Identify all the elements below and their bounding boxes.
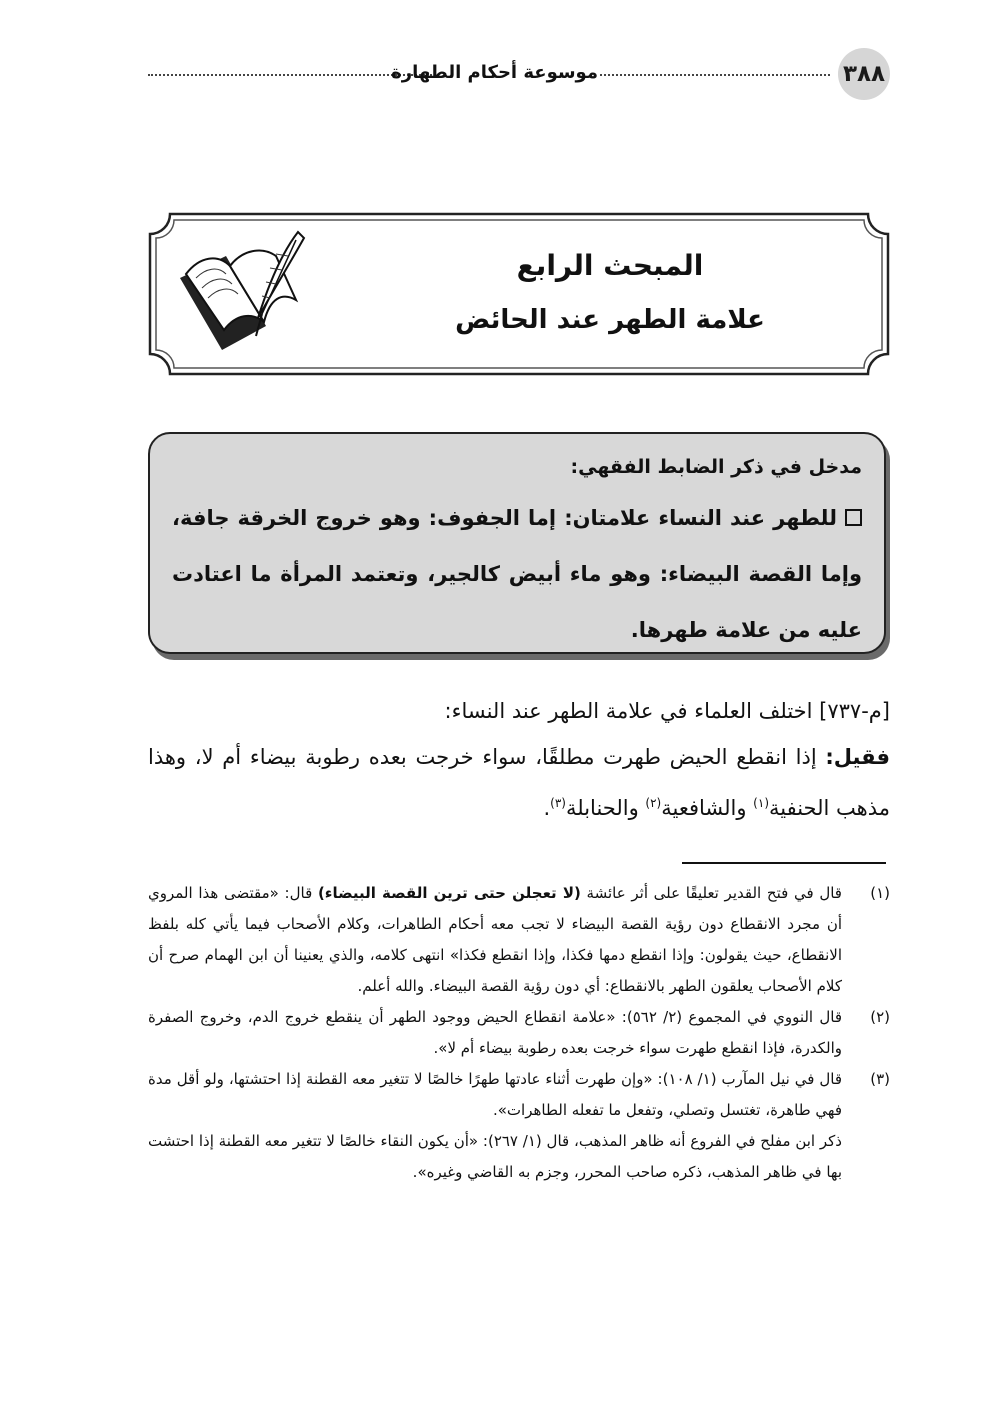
maxim-text: للطهر عند النساء علامتان: إما الجفوف: وهو خروج الخرقة جافة، وإما القصة البيضاء: وهو ماء أبيض كالجير، وتعتمد المرأة ما اعتادت عليه من علامة طهرها. bbox=[172, 506, 862, 642]
body-text bbox=[148, 688, 890, 831]
maxim-text-block bbox=[172, 490, 862, 658]
footnote-ref-1[interactable]: (١) bbox=[753, 796, 769, 810]
header-dotted-leader-right bbox=[600, 74, 830, 76]
chapter-heading-block bbox=[330, 212, 890, 376]
opinion-lead: فقيل: bbox=[825, 745, 890, 769]
chapter-title-frame bbox=[148, 212, 890, 376]
header-dotted-leader-left bbox=[148, 74, 432, 76]
footnotes bbox=[148, 878, 890, 1188]
fiqh-maxim-box bbox=[148, 432, 886, 654]
chapter-title: علامة الطهر عند الحائض bbox=[455, 305, 765, 335]
footnote-text: قال في نيل المآرب (١/ ١٠٨): «وإن طهرت أثناء عادتها طهرًا خالصًا لا تتغير معه القطنة إذا احتشتها، ولو أقل مدة فهي طاهرة، تغتسل وتصلي، وتفعل ما تفعله الطاهرات». ذكر ابن مفلح في الفروع أنه ظاهر المذهب، قال (١/ ٢٦٧): «أن يكون النقاء خالصًا لا تتغير معه القطنة إذا احتشت بها في ظاهر المذهب، ذكره صاحب المحرر، وجزم به القاضي وغيره». bbox=[148, 1064, 842, 1188]
open-book-with-quill-icon bbox=[166, 226, 316, 356]
footnote-separator bbox=[682, 862, 886, 864]
footnote-text: قال النووي في المجموع (٢/ ٥٦٢): «علامة انقطاع الحيض ووجود الطهر أن ينقطع خروج الدم، وخروج الصفرة والكدرة، فإذا انقطع طهرت سواء خرجت بعده رطوبة بيضاء أم لا». bbox=[148, 1008, 842, 1057]
footnote-ref-3[interactable]: (٣) bbox=[550, 796, 566, 810]
running-header bbox=[148, 44, 890, 102]
footnote-number: (٣) bbox=[870, 1070, 890, 1088]
footnote-2 bbox=[148, 1002, 890, 1064]
book-title: موسوعة أحكام الطهارة bbox=[391, 62, 598, 83]
footnote-continuation: ذكر ابن مفلح في الفروع أنه ظاهر المذهب، قال (١/ ٢٦٧): «أن يكون النقاء خالصًا لا تتغير معه القطنة إذا احتشت بها في ظاهر المذهب، ذكره صاحب المحرر، وجزم به القاضي وغيره». bbox=[148, 1132, 842, 1181]
footnote-1 bbox=[148, 878, 890, 1002]
footnote-number: (٢) bbox=[870, 1008, 890, 1026]
footnote-ref-2[interactable]: (٢) bbox=[645, 796, 662, 810]
footnote-text: قال في فتح القدير تعليقًا على أثر عائشة (لا تعجلن حتى ترين القصة البيضاء) قال: «مقتضى هذا المروي أن مجرد الانقطاع دون رؤية القصة البيضاء لا تجب معه أحكام الطاهرات، وكلام الأصحاب فيما يأتي كله بلفظ الانقطاع، حيث يقولون: وإذا انقطع دمها فكذا، وإذا انقطع فكذا» انتهى كلامه، والذي يعنينا أن ابن الهمام صرح أن كلام الأصحاب يعلقون الطهر بالانقطاع: أي دون رؤية القصة البيضاء. والله أعلم. bbox=[148, 884, 842, 995]
footnote-number: (١) bbox=[870, 884, 890, 902]
quoted-athar: (لا تعجلن حتى ترين القصة البيضاء) bbox=[317, 884, 581, 902]
paragraph-first-opinion: فقيل: إذا انقطع الحيض طهرت مطلقًا، سواء خرجت بعده رطوبة بيضاء أم لا، وهذا مذهب الحنفية$^{(١)}$ والشافعية$^{(٢)}$ والحنابلة$^{(٣)}$. bbox=[148, 745, 890, 820]
section-label: المبحث الرابع bbox=[516, 249, 704, 282]
paragraph-issue: [م-٧٣٧] اختلف العلماء في علامة الطهر عند النساء: bbox=[444, 699, 890, 723]
footnote-3 bbox=[148, 1064, 890, 1188]
maxim-heading: مدخل في ذكر الضابط الفقهي: bbox=[570, 456, 862, 478]
checkbox-square-icon bbox=[845, 509, 862, 526]
page-number: ٣٨٨ bbox=[838, 48, 890, 100]
